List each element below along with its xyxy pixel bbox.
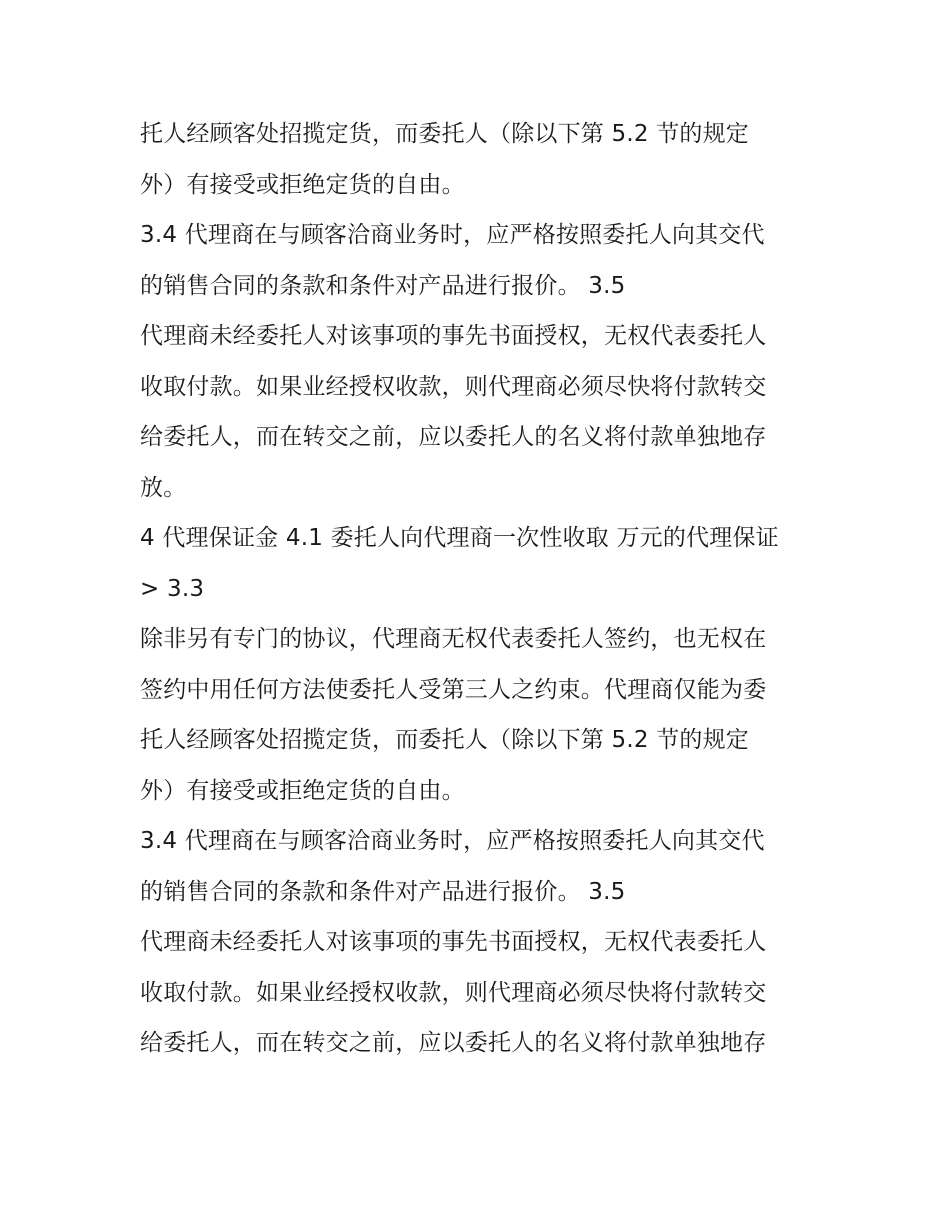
text-line: 放。	[140, 474, 187, 501]
text-line: 代理商未经委托人对该事项的事先书面授权，无权代表委托人	[140, 929, 767, 955]
text-line: 代理商未经委托人对该事项的事先书面授权，无权代表委托人	[140, 323, 767, 349]
text-line: 给委托人，而在转交之前，应以委托人的名义将付款单独地存	[140, 424, 767, 450]
document-body	[140, 109, 830, 1069]
text-line: > 3.3	[140, 575, 205, 602]
text-line: 的销售合同的条款和条件对产品进行报价。 3.5	[140, 272, 626, 299]
text-line: 外）有接受或拒绝定货的自由。	[140, 171, 465, 198]
text-line: 给委托人，而在转交之前，应以委托人的名义将付款单独地存	[140, 1030, 767, 1056]
text-line: 的销售合同的条款和条件对产品进行报价。 3.5	[140, 878, 626, 905]
text-line: 4 代理保证金 4.1 委托人向代理商一次性收取 万元的代理保证	[140, 525, 779, 551]
text-line: 外）有接受或拒绝定货的自由。	[140, 777, 465, 804]
text-line: 收取付款。如果业经授权收款，则代理商必须尽快将付款转交	[140, 979, 767, 1006]
text-line: 签约中用任何方法使委托人受第三人之约束。代理商仅能为委	[140, 676, 767, 703]
text-line: 3.4 代理商在与顾客洽商业务时，应严格按照委托人向其交代	[140, 828, 765, 854]
text-line: 除非另有专门的协议，代理商无权代表委托人签约，也无权在	[140, 626, 767, 652]
text-line: 托人经顾客处招揽定货，而委托人（除以下第 5.2 节的规定	[140, 727, 749, 753]
text-line: 3.4 代理商在与顾客洽商业务时，应严格按照委托人向其交代	[140, 222, 765, 248]
text-line: 收取付款。如果业经授权收款，则代理商必须尽快将付款转交	[140, 373, 767, 400]
text-line: 托人经顾客处招揽定货，而委托人（除以下第 5.2 节的规定	[140, 121, 749, 147]
